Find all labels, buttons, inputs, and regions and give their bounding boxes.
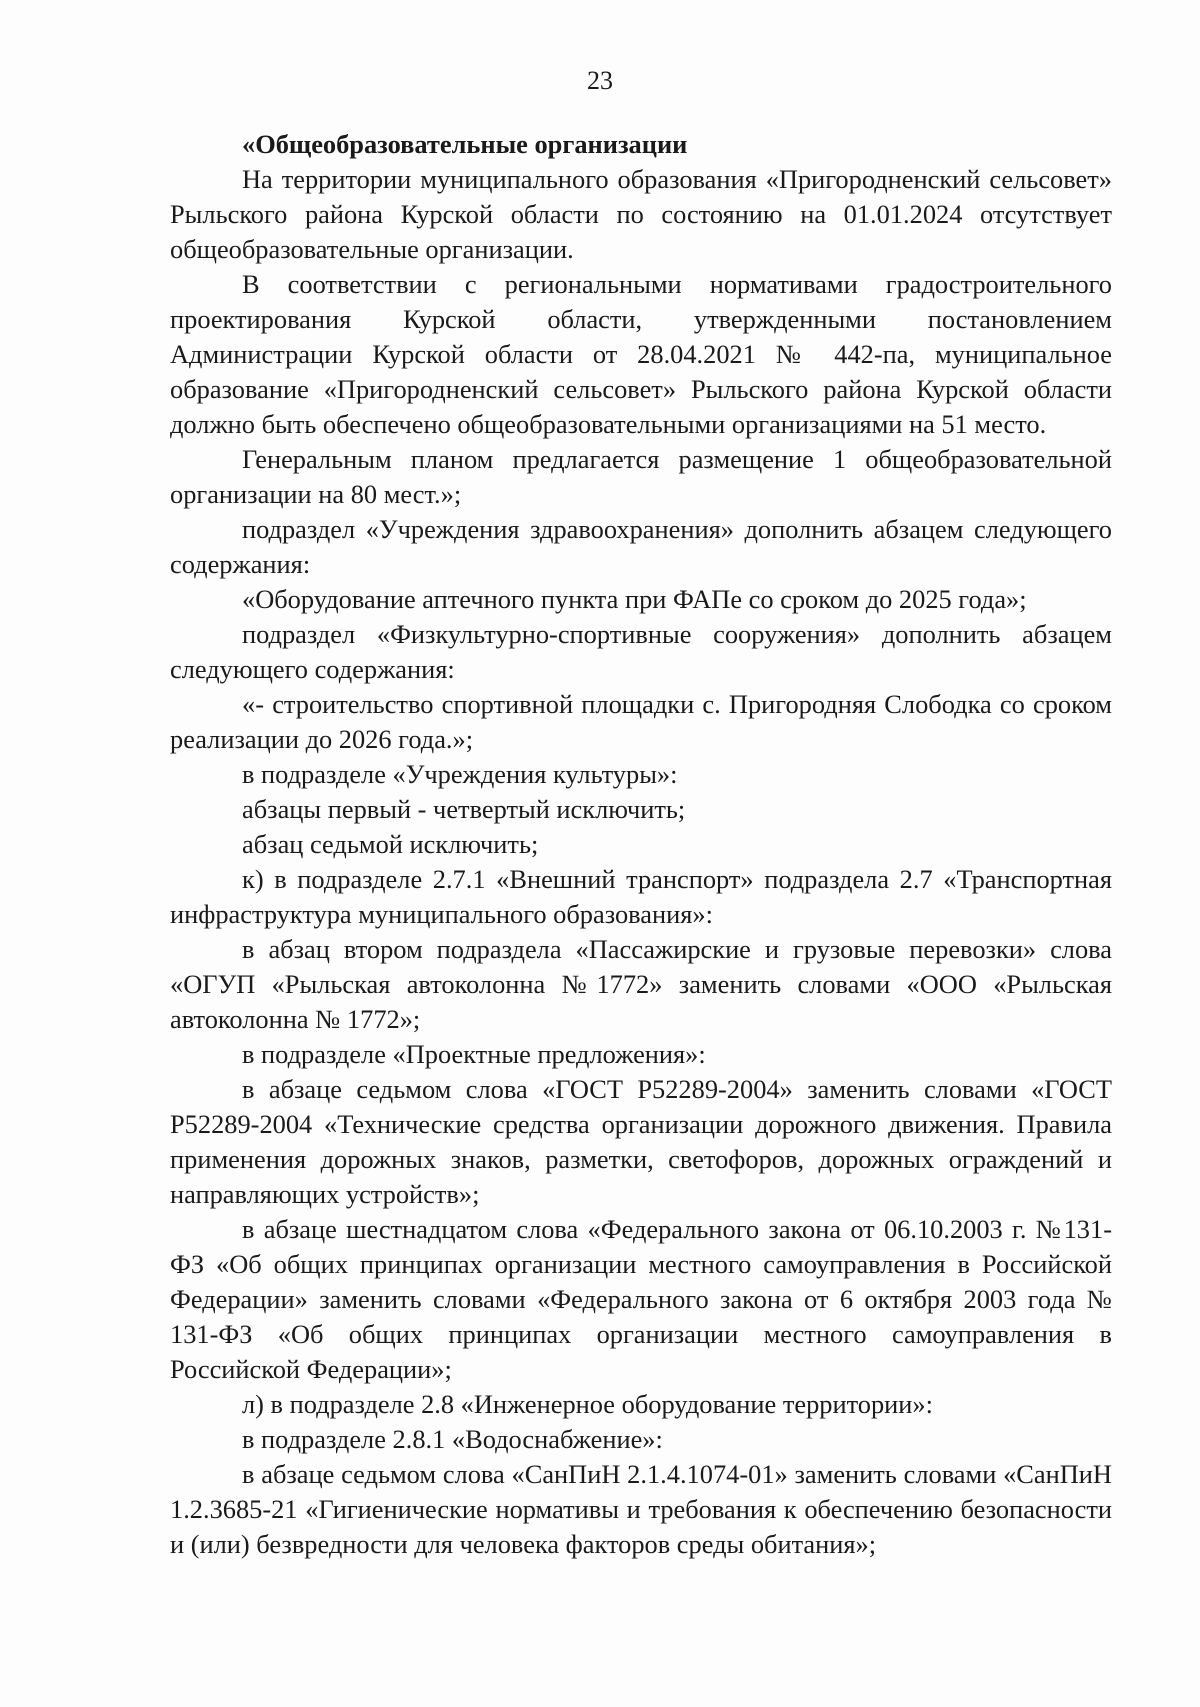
paragraph: в абзаце шестнадцатом слова «Федерального закона от 06.10.2003 г. №131-ФЗ «Об общих принципах организации местного самоуправления в Российской Федерации» заменить словами «Федерального закона от 6 октября 2003 года № 131-ФЗ «Об общих принципах организации местного самоуправления в Российской Федерации»;: [170, 1214, 1112, 1384]
paragraph: Генеральным планом предлагается размещение 1 общеобразовательной организации на 80 мест.»;: [170, 444, 1112, 509]
paragraph: в абзаце седьмом слова «ГОСТ Р52289-2004» заменить словами «ГОСТ Р52289-2004 «Технические средства организации дорожного движения. Правила применения дорожных знаков, разметки, светофоров, дорожных ограждений и направляющих устройств»;: [170, 1074, 1112, 1209]
paragraph: В соответствии с региональными нормативами градостроительного проектирования Курской области, утвержденными постановлением Администрации Курской области от 28.04.2021 № 442-па, муниципальное образование «Пригородненский сельсовет» Рыльского района Курской области должно быть обеспечено общеобразовательными организациями на 51 место.: [170, 269, 1112, 439]
paragraph: л) в подразделе 2.8 «Инженерное оборудование территории»:: [242, 1389, 933, 1419]
section-heading: «Общеобразовательные организации: [242, 129, 688, 159]
paragraph: «Оборудование аптечного пункта при ФАПе со сроком до 2025 года»;: [242, 584, 1027, 614]
paragraph: подраздел «Учреждения здравоохранения» дополнить абзацем следующего содержания:: [170, 514, 1112, 579]
paragraph: На территории муниципального образования «Пригородненский сельсовет» Рыльского района Курской области по состоянию на 01.01.2024 отсутствует общеобразовательные организации.: [170, 164, 1112, 264]
paragraph: в абзаце седьмом слова «СанПиН 2.1.4.1074-01» заменить словами «СанПиН 1.2.3685-21 «Гигиенические нормативы и требования к обеспечению безопасности и (или) безвредности для человека факторов среды обитания»;: [170, 1459, 1112, 1559]
paragraph: к) в подразделе 2.7.1 «Внешний транспорт» подраздела 2.7 «Транспортная инфраструктура муниципального образования»:: [170, 864, 1112, 929]
paragraph: абзацы первый - четвертый исключить;: [242, 794, 686, 824]
paragraph: подраздел «Физкультурно-спортивные сооружения» дополнить абзацем следующего содержания:: [170, 619, 1112, 684]
paragraph: в подразделе «Учреждения культуры»:: [242, 759, 678, 789]
document-body: [170, 127, 1112, 1562]
paragraph: «- строительство спортивной площадки с. Пригородняя Слободка со сроком реализации до 2026 года.»;: [170, 689, 1112, 754]
paragraph: абзац седьмой исключить;: [242, 829, 539, 859]
page-number: 23: [587, 66, 613, 95]
paragraph: в подразделе 2.8.1 «Водоснабжение»:: [242, 1424, 663, 1454]
paragraph: в абзац втором подраздела «Пассажирские и грузовые перевозки» слова «ОГУП «Рыльская автоколонна №1772» заменить словами «ООО «Рыльская автоколонна № 1772»;: [170, 934, 1112, 1034]
paragraph: в подразделе «Проектные предложения»:: [242, 1039, 706, 1069]
